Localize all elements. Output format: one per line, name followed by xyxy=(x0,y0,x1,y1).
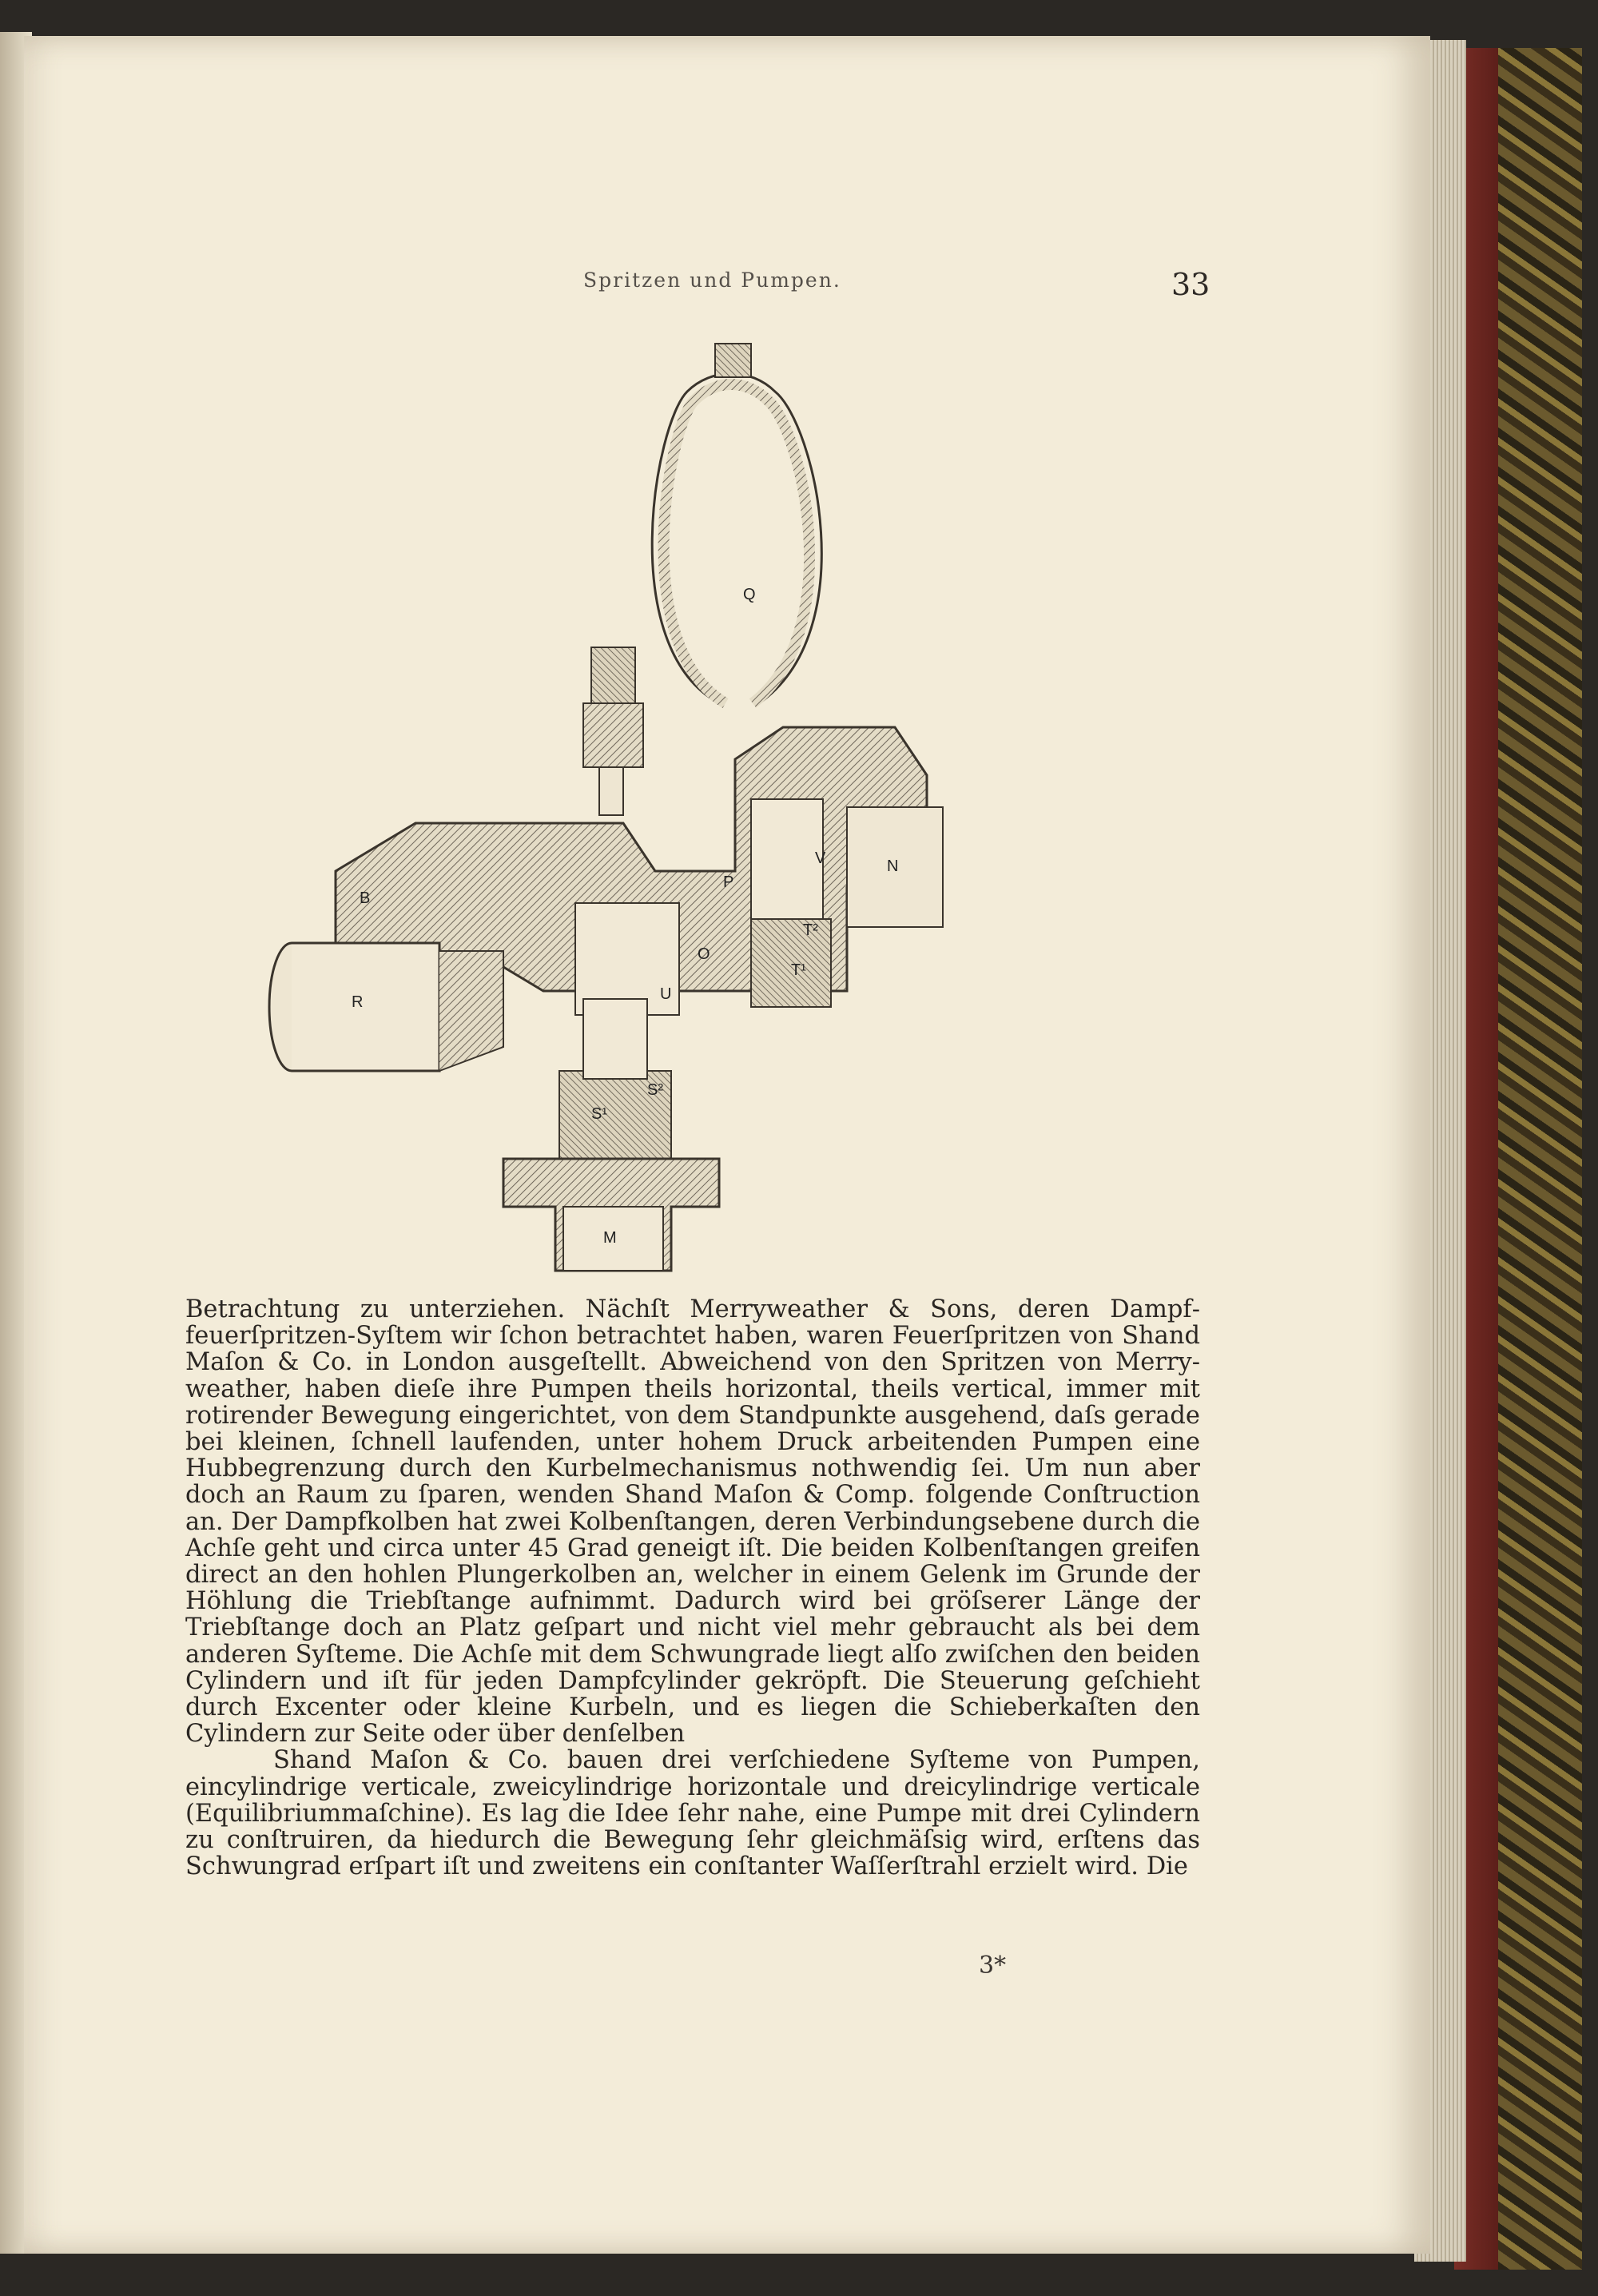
running-head: Spritzen und Pumpen. xyxy=(583,269,841,292)
label-T1: T¹ xyxy=(791,961,806,979)
paragraph-1: Betrachtung zu unterziehen. Nächſt Merryweather & Sons, deren Dampffeuerſpritzen-Syſtem wir ſchon betrachtet haben, waren Feuerſpritzen von Shand Maſon & Co. in London ausgeſtellt. Abweichend von den Spritzen von Merryweather, haben dieſe ihre Pumpen theils horizontal, theils vertical, immer mit rotirender Bewegung eingerichtet, von dem Standpunkte ausgehend, daſs gerade bei kleinen, ſchnell laufenden, unter hohem Druck arbeitenden Pumpen eine Hubbegrenzung durch den Kurbelmechanismus nothwendig ſei. Um nun aber doch an Raum zu ſparen, wenden Shand Maſon & Comp. folgende Conſtruction an. Der Dampfkolben hat zwei Kolbenſtangen, deren Verbindungsebene durch die Achſe geht und circa unter 45 Grad geneigt iſt. Die beiden Kolbenſtangen greifen direct an den hohlen Plungerkolben an, welcher in einem Gelenk im Grunde der Höhlung die Triebſtange aufnimmt. Dadurch wird bei gröſserer Länge der Triebſtange doch an Platz geſpart und nicht viel mehr gebraucht als bei dem anderen Syſteme. Die Achſe mit dem Schwungrade liegt alſo zwiſchen den beiden Cylindern und iſt für jeden Dampfcylinder gekröpft. Die Steuerung geſchieht durch Excenter oder kleine Kurbeln, und es liegen die Schieberkaſten den Cylindern zur Seite oder über denſelben xyxy=(185,1295,1200,1749)
left-valve-stem xyxy=(583,647,643,815)
paragraph-2: Shand Maſon & Co. bauen drei verſchiedene Syſteme von Pumpen, eincylindrige verticale, zweicylindrige horizontale und dreicylindrige verticale (Equilibriummaſchine). Es lag die Idee ſehr nahe, eine Pumpe mit drei Cylindern zu conſtruiren, da hiedurch die Bewegung ſehr gleichmäſsig wird, erſtens das Schwungrad erſpart iſt und zweitens ein conſtanter Waſſerſtrahl erzielt wird. Die xyxy=(185,1746,1200,1881)
body-text xyxy=(185,1296,1200,1880)
pump-cross-section-figure xyxy=(240,328,1159,1279)
label-O: O xyxy=(698,945,710,963)
label-S2: S² xyxy=(647,1081,663,1099)
label-N: N xyxy=(887,858,899,875)
label-T2: T² xyxy=(803,921,818,939)
label-S1: S¹ xyxy=(591,1105,607,1123)
signature-mark: 3* xyxy=(979,1952,1007,1980)
label-M: M xyxy=(603,1229,617,1247)
label-U: U xyxy=(660,985,672,1003)
label-R: R xyxy=(352,993,364,1011)
label-P: P xyxy=(723,873,734,891)
air-vessel xyxy=(652,344,821,703)
label-B: B xyxy=(360,889,371,907)
label-V: V xyxy=(815,850,826,867)
label-Q: Q xyxy=(743,586,756,603)
page-number: 33 xyxy=(1171,267,1210,302)
